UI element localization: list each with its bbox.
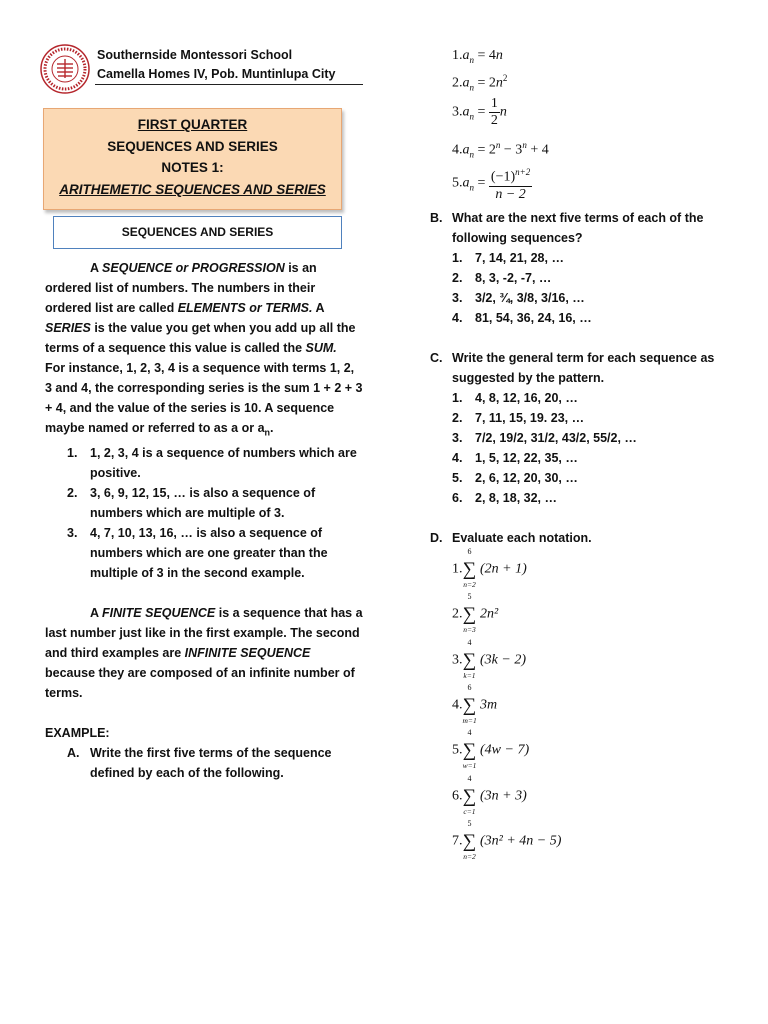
- title-box: [43, 108, 342, 210]
- formula-a4: $4.a_n = 2^n - 3^n + 4$: [452, 140, 549, 160]
- formula-a3: $3.a_n$ = $\frac{1}{2}$ n: [452, 96, 507, 128]
- formula-a2: $2.a_n = 2n^2$: [452, 73, 508, 93]
- list-item: 3. 3/2, ¾, 3/8, 3/16, …: [452, 291, 585, 305]
- list-item: 1. 4, 8, 12, 16, 20, …: [452, 391, 578, 405]
- list-item: 2. 7, 11, 15, 19. 23, …: [452, 411, 585, 425]
- list-item: 6. 2, 8, 18, 32, …: [452, 491, 557, 505]
- part-b: [430, 208, 730, 328]
- formula-a5: $5.a_n$ = $\frac{(-1)^{n+2}}{n - 2}$: [452, 164, 532, 203]
- part-b-list: [430, 248, 730, 328]
- list-item: 2. 3, 6, 9, 12, 15, … is also a sequence of numbers which are multiple of 3.: [67, 485, 316, 520]
- section-heading-box: SEQUENCES AND SERIES: [53, 216, 342, 249]
- title-quarter: FIRST QUARTER: [137, 117, 248, 132]
- left-column: [45, 258, 363, 783]
- example-heading: EXAMPLE:: [45, 725, 110, 740]
- school-address: Camella Homes IV, Pob. Muntinlupa City: [97, 67, 336, 81]
- summation-d6: 6. 4 ∑ c=1 (3n + 3): [452, 774, 527, 816]
- summation-d5: 5. 4 ∑ w=1 (4w − 7): [452, 728, 530, 770]
- summation-d1: 1. 6 ∑ n=2 (2n + 1): [452, 547, 527, 589]
- list-item: 5. 2, 6, 12, 20, 30, …: [452, 471, 578, 485]
- formula-a1: $1.a_n = 4n$: [452, 48, 503, 65]
- instance-paragraph: For instance, 1, 2, 3, 4 is a sequence with terms 1, 2, 3 and 4, the corresponding series is the sum 1 + 2 + 3 + 4, and the value of the series is 10. A sequence maybe named or referred to as a or $a_n$.: [45, 361, 363, 438]
- finite-paragraph: A FINITE SEQUENCE is a sequence that has a last number just like in the first example. The second and third examples are INFINITE SEQUENCE because they are composed of an infinite number of terms.: [45, 605, 363, 700]
- school-seal-logo: [40, 44, 90, 94]
- header-divider: [95, 84, 363, 85]
- part-c-list: [430, 388, 730, 508]
- title-notes: NOTES 1:: [161, 160, 224, 175]
- summation-d7: 7. 5 ∑ n=2 (3n² + 4n − 5): [452, 819, 562, 861]
- summation-d4: 4. 6 ∑ m=1 3m: [452, 683, 498, 725]
- part-c-question: C. Write the general term for each sequence as suggested by the pattern.: [430, 351, 715, 385]
- summation-d2: 2. 5 ∑ n=3 2n²: [452, 592, 499, 634]
- list-item: 1. 7, 14, 21, 28, …: [452, 251, 564, 265]
- part-b-question: B. What are the next five terms of each of the following sequences?: [430, 211, 704, 245]
- part-c: [430, 348, 730, 508]
- list-item: 2. 8, 3, -2, -7, …: [452, 271, 552, 285]
- list-item: 4. 81, 54, 36, 24, 16, …: [452, 311, 592, 325]
- part-a-question: A. Write the first five terms of the sequence defined by each of the following.: [67, 745, 332, 780]
- part-d: [430, 528, 730, 548]
- list-item: 4. 1, 5, 12, 22, 35, …: [452, 451, 578, 465]
- school-header: [97, 46, 335, 84]
- list-item: 3. 4, 7, 10, 13, 16, … is also a sequence of numbers which are one greater than the multiple of 3 in the second example.: [67, 525, 328, 580]
- definition-paragraph: A SEQUENCE or PROGRESSION is an ordered list of numbers. The numbers in their ordered list are called ELEMENTS or TERMS. A SERIES is the value you get when you add up all the terms of a sequence this value is called the SUM.: [45, 261, 356, 355]
- school-name: Southernside Montessori School: [97, 48, 293, 62]
- list-item: 1. 1, 2, 3, 4 is a sequence of numbers which are positive.: [67, 445, 357, 480]
- summation-d3: 3. 4 ∑ k=1 (3k − 2): [452, 638, 526, 680]
- part-d-question: D. Evaluate each notation.: [430, 531, 592, 545]
- title-subtopic: ARITHEMETIC SEQUENCES AND SERIES: [59, 181, 326, 197]
- list-item: 3. 7/2, 19/2, 31/2, 43/2, 55/2, …: [452, 431, 637, 445]
- sequence-examples-list: [45, 443, 363, 583]
- title-topic: SEQUENCES AND SERIES: [107, 138, 278, 154]
